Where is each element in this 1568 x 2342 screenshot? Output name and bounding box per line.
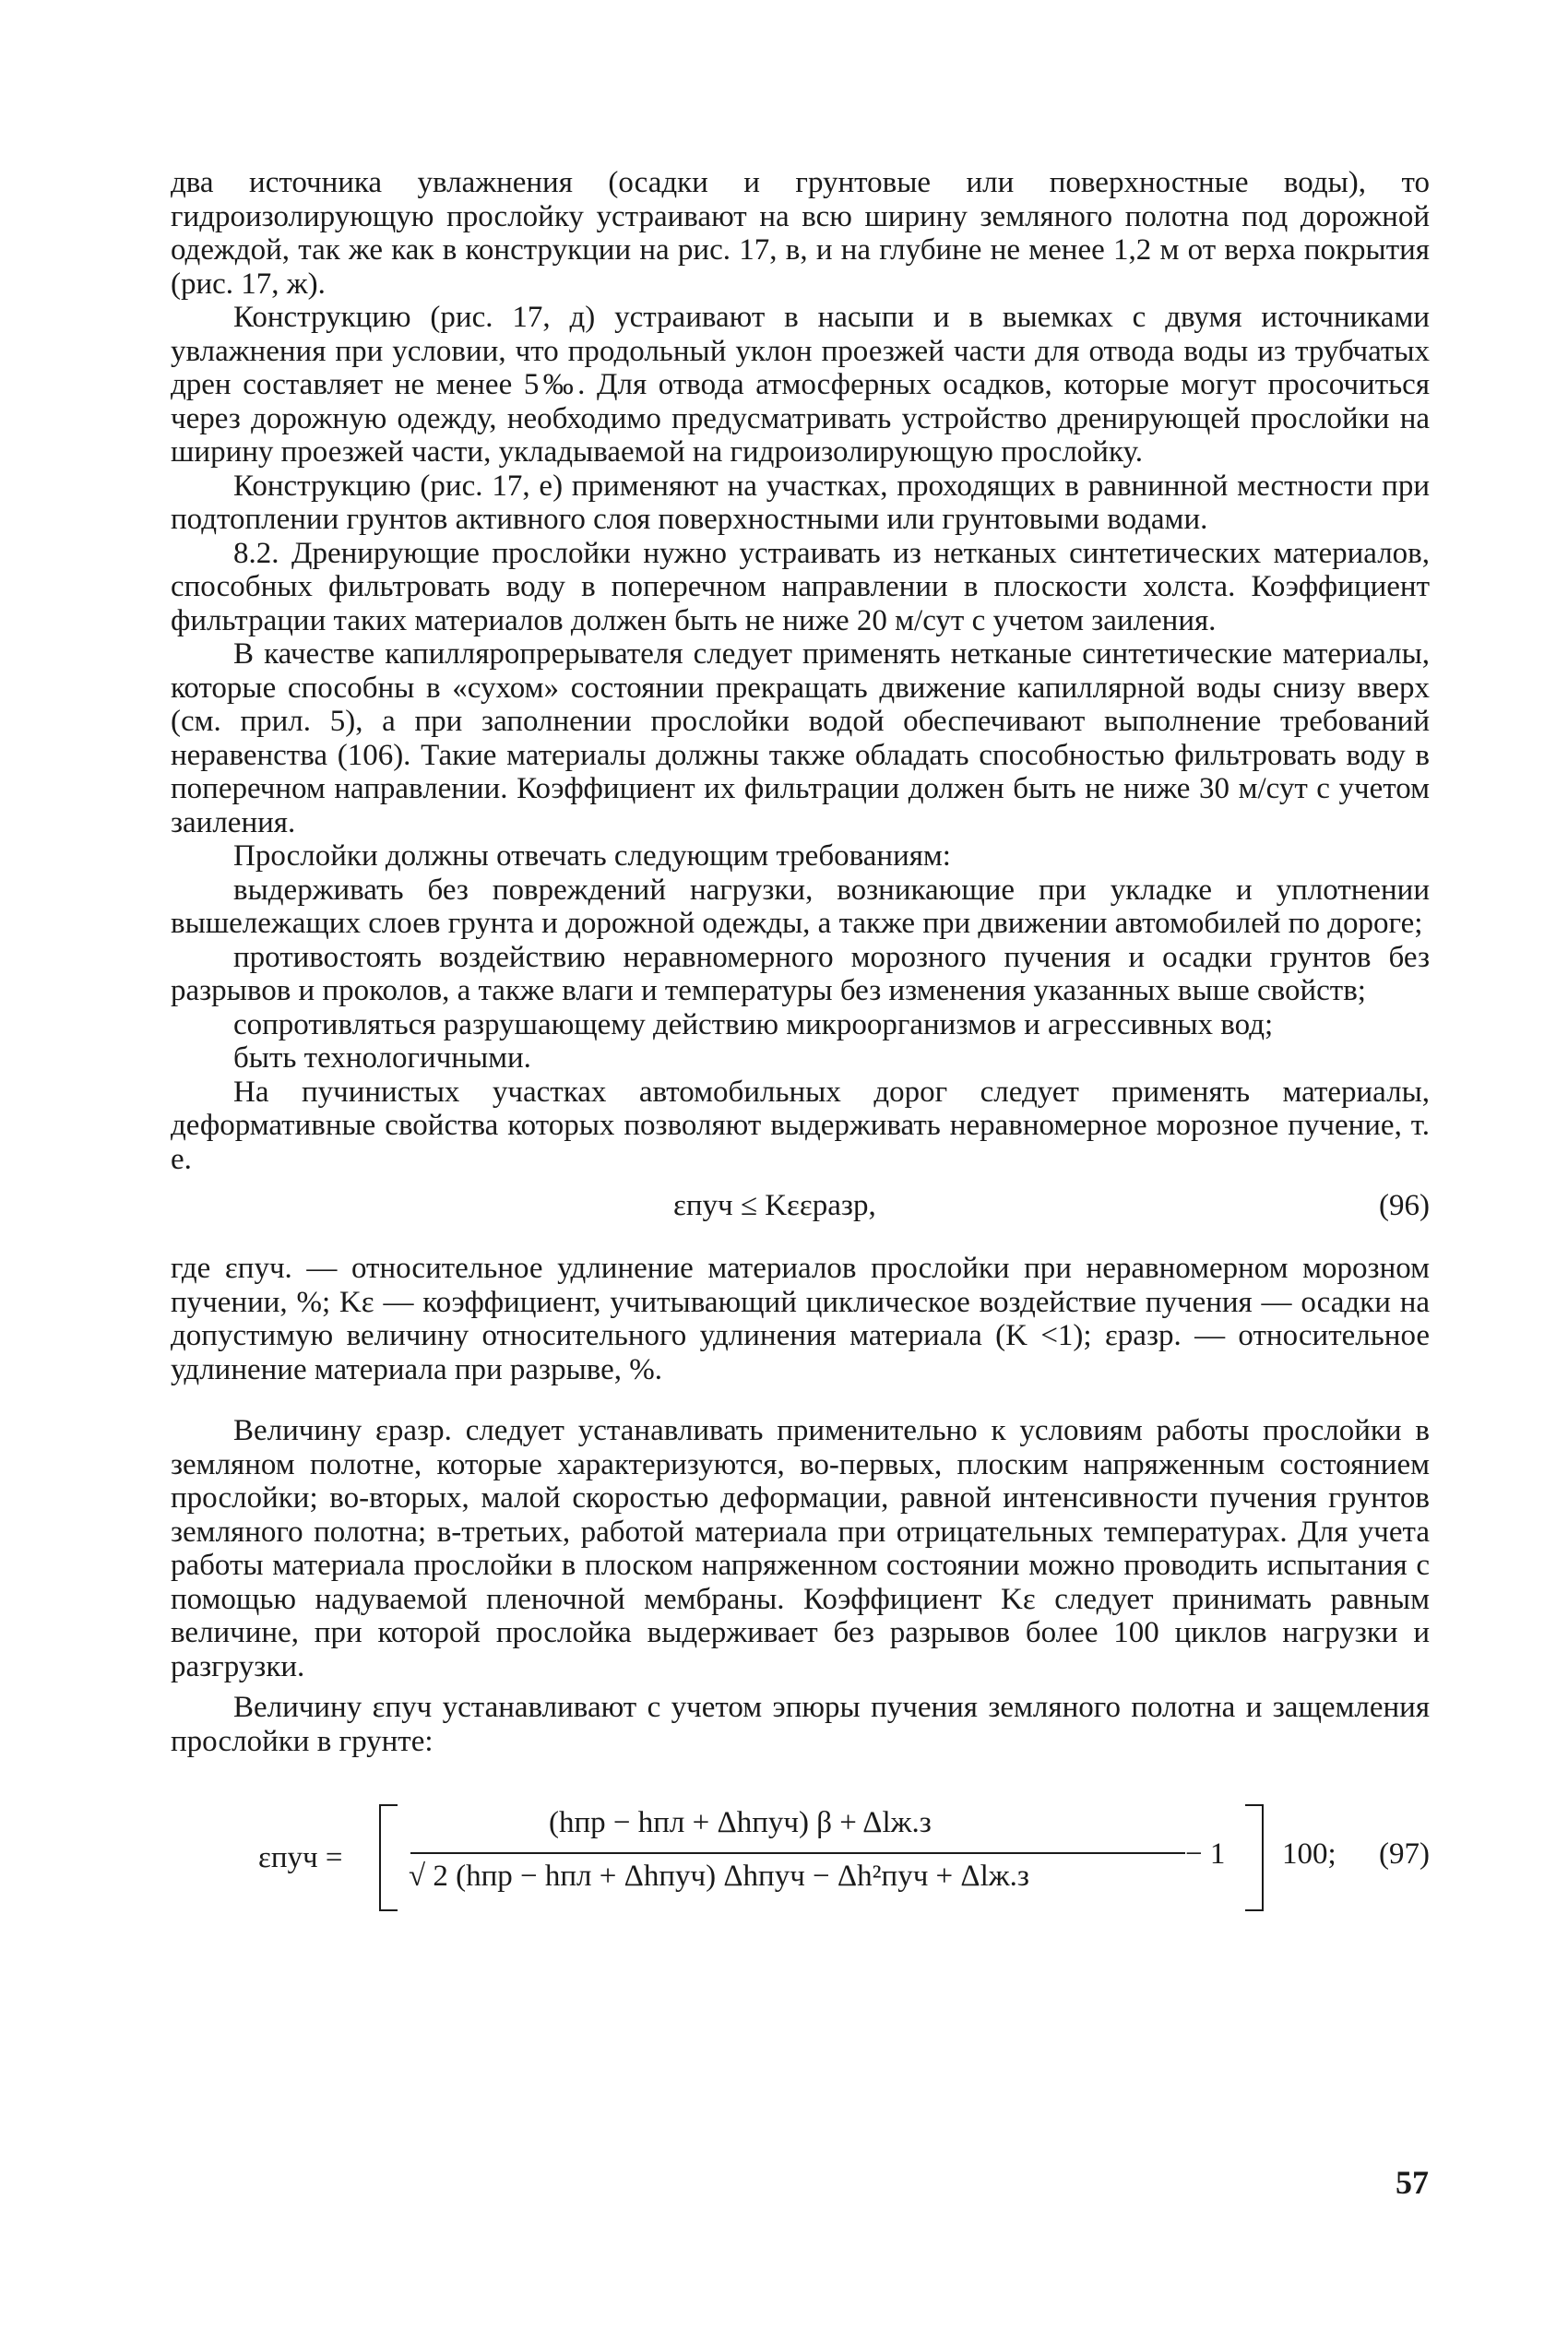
paragraph: быть технологичными. bbox=[233, 1041, 531, 1075]
page-number: 57 bbox=[1396, 2164, 1429, 2201]
paragraph: Величину εпуч устанавливают с учетом эпюры пучения земляного полотна и защемления прослойки в грунте: bbox=[171, 1691, 1430, 1758]
paragraph: 8.2. Дренирующие прослойки нужно устраивать из нетканых синтетических материалов, способных фильтровать воду в поперечном направлении в плоскости холста. Коэффициент фильтрации таких материалов должен быть не ниже 20 м/сут с учетом заиления. bbox=[171, 536, 1430, 637]
formula-96-number: (96) bbox=[1379, 1189, 1430, 1222]
paragraph: сопротивляться разрушающему действию микроорганизмов и агрессивных вод; bbox=[233, 1007, 1274, 1041]
paragraph: противостоять воздействию неравномерного морозного пучения и осадки грунтов без разрывов и проколов, а также влаги и температуры без изменения указанных выше свойств; bbox=[171, 940, 1430, 1007]
paragraph: Прослойки должны отвечать следующим требованиям: bbox=[233, 839, 951, 873]
formula-97-denominator: √ 2 (hпр − hпл + Δhпуч) Δhпуч − Δh²пуч + Δlж.з bbox=[409, 1860, 1029, 1893]
paragraph: На пучинистых участках автомобильных дорог следует применять материалы, деформативные свойства которых позволяют выдерживать неравномерное морозное пучение, т. е. bbox=[171, 1075, 1430, 1176]
formula-96 bbox=[171, 1183, 1430, 1239]
left-bracket bbox=[379, 1804, 398, 1911]
paragraph: В качестве капилляропрерывателя следует применять нетканые синтетические материалы, которые способны в «сухом» состоянии прекращать движение капиллярной воды снизу вверх (см. прил. 5), а при заполнении прослойки водой обеспечивают выполнение требований неравенства (106). Такие материалы должны также обладать способностью фильтровать воду в поперечном направлении. Коэффициент их фильтрации должен быть не ниже 30 м/сут с учетом заиления. bbox=[171, 637, 1430, 839]
paragraph: Конструкцию (рис. 17, е) применяют на участках, проходящих в равнинной местности при подтоплении грунтов активного слоя поверхностными или грунтовыми водами. bbox=[171, 469, 1430, 536]
paragraph: Величину εразр. следует устанавливать применительно к условиям работы прослойки в земляном полотне, которые характеризуются, во-первых, плоским напряженным состоянием прослойки; во-вторых, малой скоростью деформации, равной интенсивности пучения грунтов земляного полотна; в-третьих, работой материала при отрицательных температурах. Для учета работы материала прослойки в плоском напряженном состоянии можно проводить испытания с помощью надуваемой пленочной мембраны. Коэффициент Kε следует принимать равным величине, при которой прослойка выдерживает без разрывов более 100 циклов нагрузки и разгрузки. bbox=[171, 1414, 1430, 1683]
formula-97-numerator: (hпр − hпл + Δhпуч) β + Δlж.з bbox=[549, 1806, 932, 1839]
page-body bbox=[171, 166, 1430, 1915]
paragraph: Конструкцию (рис. 17, д) устраивают в насыпи и в выемках с двумя источниками увлажнения при условии, что продольный уклон проезжей части для отвода воды из трубчатых дрен составляет не менее 5‰. Для отвода атмосферных осадков, которые могут просочиться через дорожную одежду, необходимо предусматривать устройство дренирующей прослойки на ширину проезжей части, укладываемой на гидроизолирующую прослойку. bbox=[171, 301, 1430, 469]
formula-97-number: (97) bbox=[1379, 1837, 1430, 1871]
formula-97-minus-one: − 1 bbox=[1185, 1837, 1226, 1871]
fraction-bar bbox=[410, 1852, 1185, 1854]
formula-97-multiplier: 100; bbox=[1282, 1837, 1336, 1871]
paragraph: где εпуч. — относительное удлинение материалов прослойки при неравномерном морозном пучении, %; Kε — коэффициент, учитывающий циклическое воздействие пучения — осадки на допустимую величину относительного удлинения материала (K <1); εразр. — относительное удлинение материала при разрыве, %. bbox=[171, 1252, 1430, 1386]
paragraph: два источника увлажнения (осадки и грунтовые или поверхностные воды), то гидроизолирующую прослойку устраивают на всю ширину земляного полотна под дорожной одеждой, так же как в конструкции на рис. 17, в, и на глубине не менее 1,2 м от верха покрытия (рис. 17, ж). bbox=[171, 166, 1430, 301]
formula-97-lhs: εпуч = bbox=[258, 1841, 343, 1874]
formula-97 bbox=[171, 1804, 1430, 1915]
paragraph: выдерживать без повреждений нагрузки, возникающие при укладке и уплотнении вышележащих слоев грунта и дорожной одежды, а также при движении автомобилей по дороге; bbox=[171, 873, 1430, 940]
right-bracket bbox=[1245, 1804, 1264, 1911]
formula-96-expression: εпуч ≤ Kεεразр, bbox=[673, 1189, 876, 1222]
